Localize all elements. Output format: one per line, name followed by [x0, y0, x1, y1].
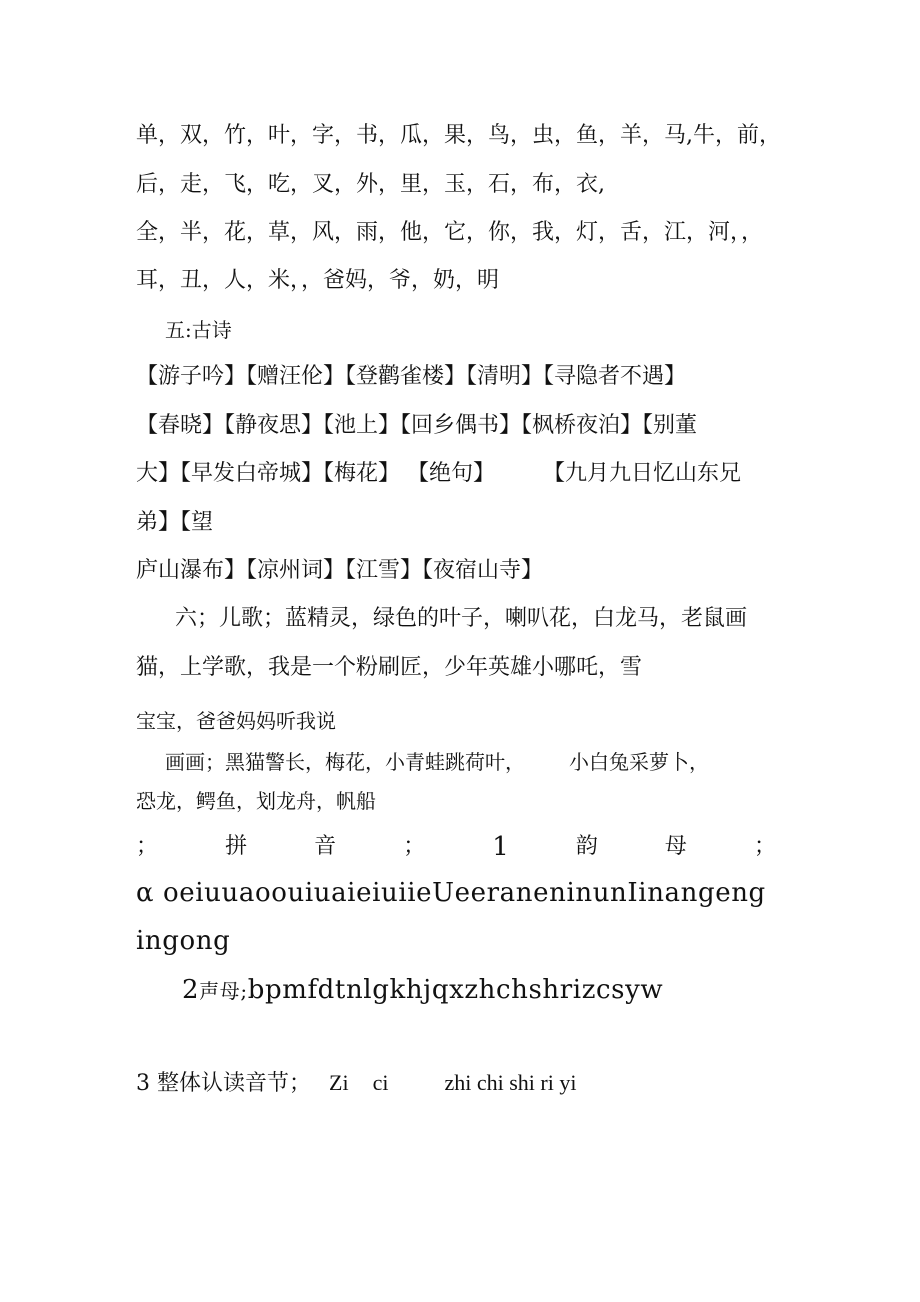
pinyin-initials: bpmfdtnlgkhjqxzhchshrizcsyw: [247, 975, 664, 1005]
characters-line-4: 耳，丑，人，米，，爸妈，爷，奶，明: [136, 268, 500, 293]
pinyin-heading-row: [136, 832, 776, 862]
characters-line-1: 单，双，竹，叶，字，书，瓜，果，鸟，虫，鱼，羊，马,牛，前，: [136, 123, 781, 148]
songs-line-2: 猫，上学歌，我是一个粉刷匠，少年英雄小哪吒，雪: [136, 655, 643, 680]
pinyin-vowels-line-1: α oeiuuaoouiuaieiuiieUeeraneninunIinangeng: [136, 878, 766, 908]
poems-line-5: 庐山瀑布】【凉州词】【江雪】【夜宿山寺】: [136, 558, 544, 583]
pinyin-token-7: 母: [664, 834, 687, 859]
pinyin-syllable-zi: Zi: [329, 1070, 349, 1095]
pinyin-token-6: 韵: [575, 834, 598, 859]
poems-line-3a: 大】【早发白帝城】【梅花】 【绝句】: [136, 461, 495, 486]
pinyin-initials-label: 声母;: [199, 979, 248, 1003]
poems-line-4: 弟】【望: [136, 510, 214, 535]
drawing-line-1b: 小白兔采萝卜，: [569, 750, 709, 774]
pinyin-syllable-ci: ci: [372, 1070, 389, 1095]
pinyin-initials-number: 2: [182, 975, 200, 1005]
pinyin-token-2: 拼: [225, 834, 248, 859]
songs-line-3: 宝宝，爸爸妈妈听我说: [136, 709, 336, 733]
drawing-line-1: [165, 747, 709, 777]
characters-line-2: 后，走，飞，吃，叉，外，里，玉，石，布，衣,: [136, 172, 605, 197]
pinyin-token-1: ；: [136, 834, 159, 859]
pinyin-token-8: ；: [753, 834, 776, 859]
drawing-line-2: 恐龙，鳄鱼，划龙舟，帆船: [136, 789, 376, 813]
drawing-line-1a: 画画；黑猫警长，梅花，小青蛙跳荷叶，: [165, 750, 525, 774]
pinyin-syllables-rest: zhi chi shi ri yi: [444, 1070, 577, 1095]
poems-line-3: [136, 459, 741, 489]
pinyin-initials-line: [182, 975, 663, 1006]
poems-heading: 五:古诗: [165, 318, 232, 342]
pinyin-vowels-line-2: ingong: [136, 926, 231, 956]
poems-line-1: 【游子吟】【赠汪伦】【登鹳雀楼】【清明】【寻隐者不遇】: [136, 364, 687, 389]
characters-line-3: 全，半，花，草，风，雨，他，它，你，我，灯，舌，江，河，，: [136, 220, 764, 245]
pinyin-token-3: 音: [314, 834, 337, 859]
songs-line-1: 六；儿歌；蓝精灵，绿色的叶子，喇叭花，白龙马，老鼠画: [175, 606, 748, 631]
poems-line-3b: 【九月九日忆山东兄: [543, 461, 742, 486]
poems-line-2: 【春晓】【静夜思】【池上】【回乡偶书】【枫桥夜泊】【别董: [136, 413, 698, 438]
pinyin-syllables-label: 3 整体认读音节；: [136, 1071, 311, 1096]
pinyin-token-4: ；: [403, 834, 426, 859]
pinyin-syllables-line: [136, 1068, 576, 1099]
pinyin-token-5: 1: [492, 832, 509, 862]
